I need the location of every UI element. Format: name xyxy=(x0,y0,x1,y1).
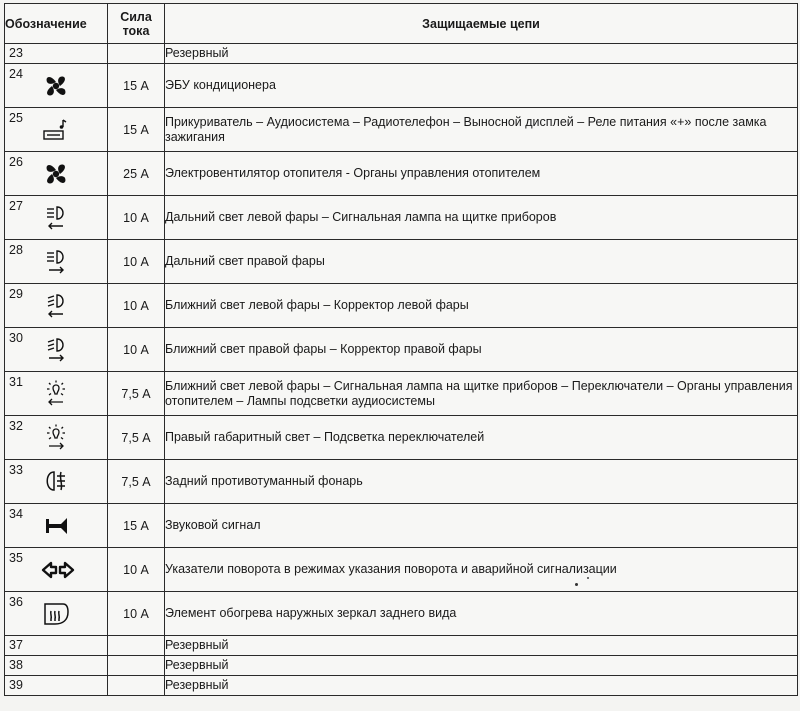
circuit-description: Резервный xyxy=(165,656,798,676)
amperage-value: 10 А xyxy=(108,284,165,328)
designation-header: Обозначение xyxy=(5,4,108,44)
fuse-number: 29 xyxy=(9,287,23,301)
fuse-number: 25 xyxy=(9,111,23,125)
amperage-value: 10 А xyxy=(108,592,165,636)
amperage-header: Сила тока xyxy=(108,4,165,44)
fuse-number: 33 xyxy=(9,463,23,477)
amperage-value xyxy=(108,676,165,696)
fuse-table xyxy=(4,3,798,696)
fuse-number: 37 xyxy=(9,638,23,652)
amperage-value: 7,5 А xyxy=(108,460,165,504)
amperage-value xyxy=(108,44,165,64)
fuse-number: 32 xyxy=(9,419,23,433)
table-row xyxy=(5,328,798,372)
circuits-header: Защищаемые цепи xyxy=(165,4,798,44)
fuse-number: 38 xyxy=(9,658,23,672)
amperage-value: 15 А xyxy=(108,64,165,108)
amperage-value xyxy=(108,656,165,676)
circuit-description: Резервный xyxy=(165,636,798,656)
side-light-left-icon xyxy=(41,380,71,408)
table-row xyxy=(5,44,798,64)
amperage-value: 25 А xyxy=(108,152,165,196)
mirror-heat-icon xyxy=(41,600,71,628)
table-row xyxy=(5,460,798,504)
side-light-right-icon xyxy=(41,424,71,452)
circuit-description: ЭБУ кондиционера xyxy=(165,64,798,108)
fuse-number: 23 xyxy=(9,46,23,60)
circuit-description: Дальний свет левой фары – Сигнальная лампа на щитке приборов xyxy=(165,196,798,240)
table-row xyxy=(5,504,798,548)
circuit-description: Резервный xyxy=(165,44,798,64)
circuit-description: Дальний свет правой фары xyxy=(165,240,798,284)
fan-icon xyxy=(41,160,71,188)
circuit-description: Звуковой сигнал xyxy=(165,504,798,548)
amperage-value: 7,5 А xyxy=(108,416,165,460)
fuse-number: 24 xyxy=(9,67,23,81)
table-row xyxy=(5,548,798,592)
table-row xyxy=(5,196,798,240)
table-row xyxy=(5,592,798,636)
circuit-description: Ближний свет правой фары – Корректор правой фары xyxy=(165,328,798,372)
amperage-value: 10 А xyxy=(108,196,165,240)
circuit-description: Ближний свет левой фары – Сигнальная лампа на щитке приборов – Переключатели – Органы управления отопителем – Лампы подсветки аудиосистемы xyxy=(165,372,798,416)
circuit-description: Правый габаритный свет – Подсветка переключателей xyxy=(165,416,798,460)
rear-fog-icon xyxy=(41,468,71,496)
low-beam-right-icon xyxy=(41,336,71,364)
fuse-number: 26 xyxy=(9,155,23,169)
horn-icon xyxy=(41,512,71,540)
audio-icon xyxy=(41,116,71,144)
table-row xyxy=(5,152,798,196)
table-row xyxy=(5,240,798,284)
fuse-number: 36 xyxy=(9,595,23,609)
high-beam-left-icon xyxy=(41,204,71,232)
amperage-value: 7,5 А xyxy=(108,372,165,416)
circuit-description: Задний противотуманный фонарь xyxy=(165,460,798,504)
table-row xyxy=(5,416,798,460)
amperage-value: 15 А xyxy=(108,108,165,152)
circuit-description: Прикуриватель – Аудиосистема – Радиотелефон – Выносной дисплей – Реле питания «+» после замка зажигания xyxy=(165,108,798,152)
circuit-description: Электровентилятор отопителя - Органы управления отопителем xyxy=(165,152,798,196)
fuse-number: 39 xyxy=(9,678,23,692)
table-row xyxy=(5,676,798,696)
table-row xyxy=(5,108,798,152)
fuse-number: 31 xyxy=(9,375,23,389)
table-row xyxy=(5,284,798,328)
header-row xyxy=(5,4,798,44)
circuit-description: Указатели поворота в режимах указания поворота и аварийной сигнализации xyxy=(165,548,798,592)
fuse-number: 34 xyxy=(9,507,23,521)
fan-icon xyxy=(41,72,71,100)
table-row xyxy=(5,636,798,656)
turn-signal-icon xyxy=(41,556,75,584)
scan-speck xyxy=(587,577,589,579)
fuse-number: 30 xyxy=(9,331,23,345)
amperage-value: 15 А xyxy=(108,504,165,548)
table-row xyxy=(5,64,798,108)
amperage-value: 10 А xyxy=(108,548,165,592)
amperage-value xyxy=(108,636,165,656)
fuse-number: 28 xyxy=(9,243,23,257)
circuit-description: Элемент обогрева наружных зеркал заднего вида xyxy=(165,592,798,636)
circuit-description: Резервный xyxy=(165,676,798,696)
circuit-description: Ближний свет левой фары – Корректор левой фары xyxy=(165,284,798,328)
amperage-value: 10 А xyxy=(108,328,165,372)
low-beam-left-icon xyxy=(41,292,71,320)
high-beam-right-icon xyxy=(41,248,71,276)
fuse-number: 27 xyxy=(9,199,23,213)
amperage-value: 10 А xyxy=(108,240,165,284)
fuse-number: 35 xyxy=(9,551,23,565)
scan-speck xyxy=(575,583,578,586)
table-row xyxy=(5,656,798,676)
table-row xyxy=(5,372,798,416)
